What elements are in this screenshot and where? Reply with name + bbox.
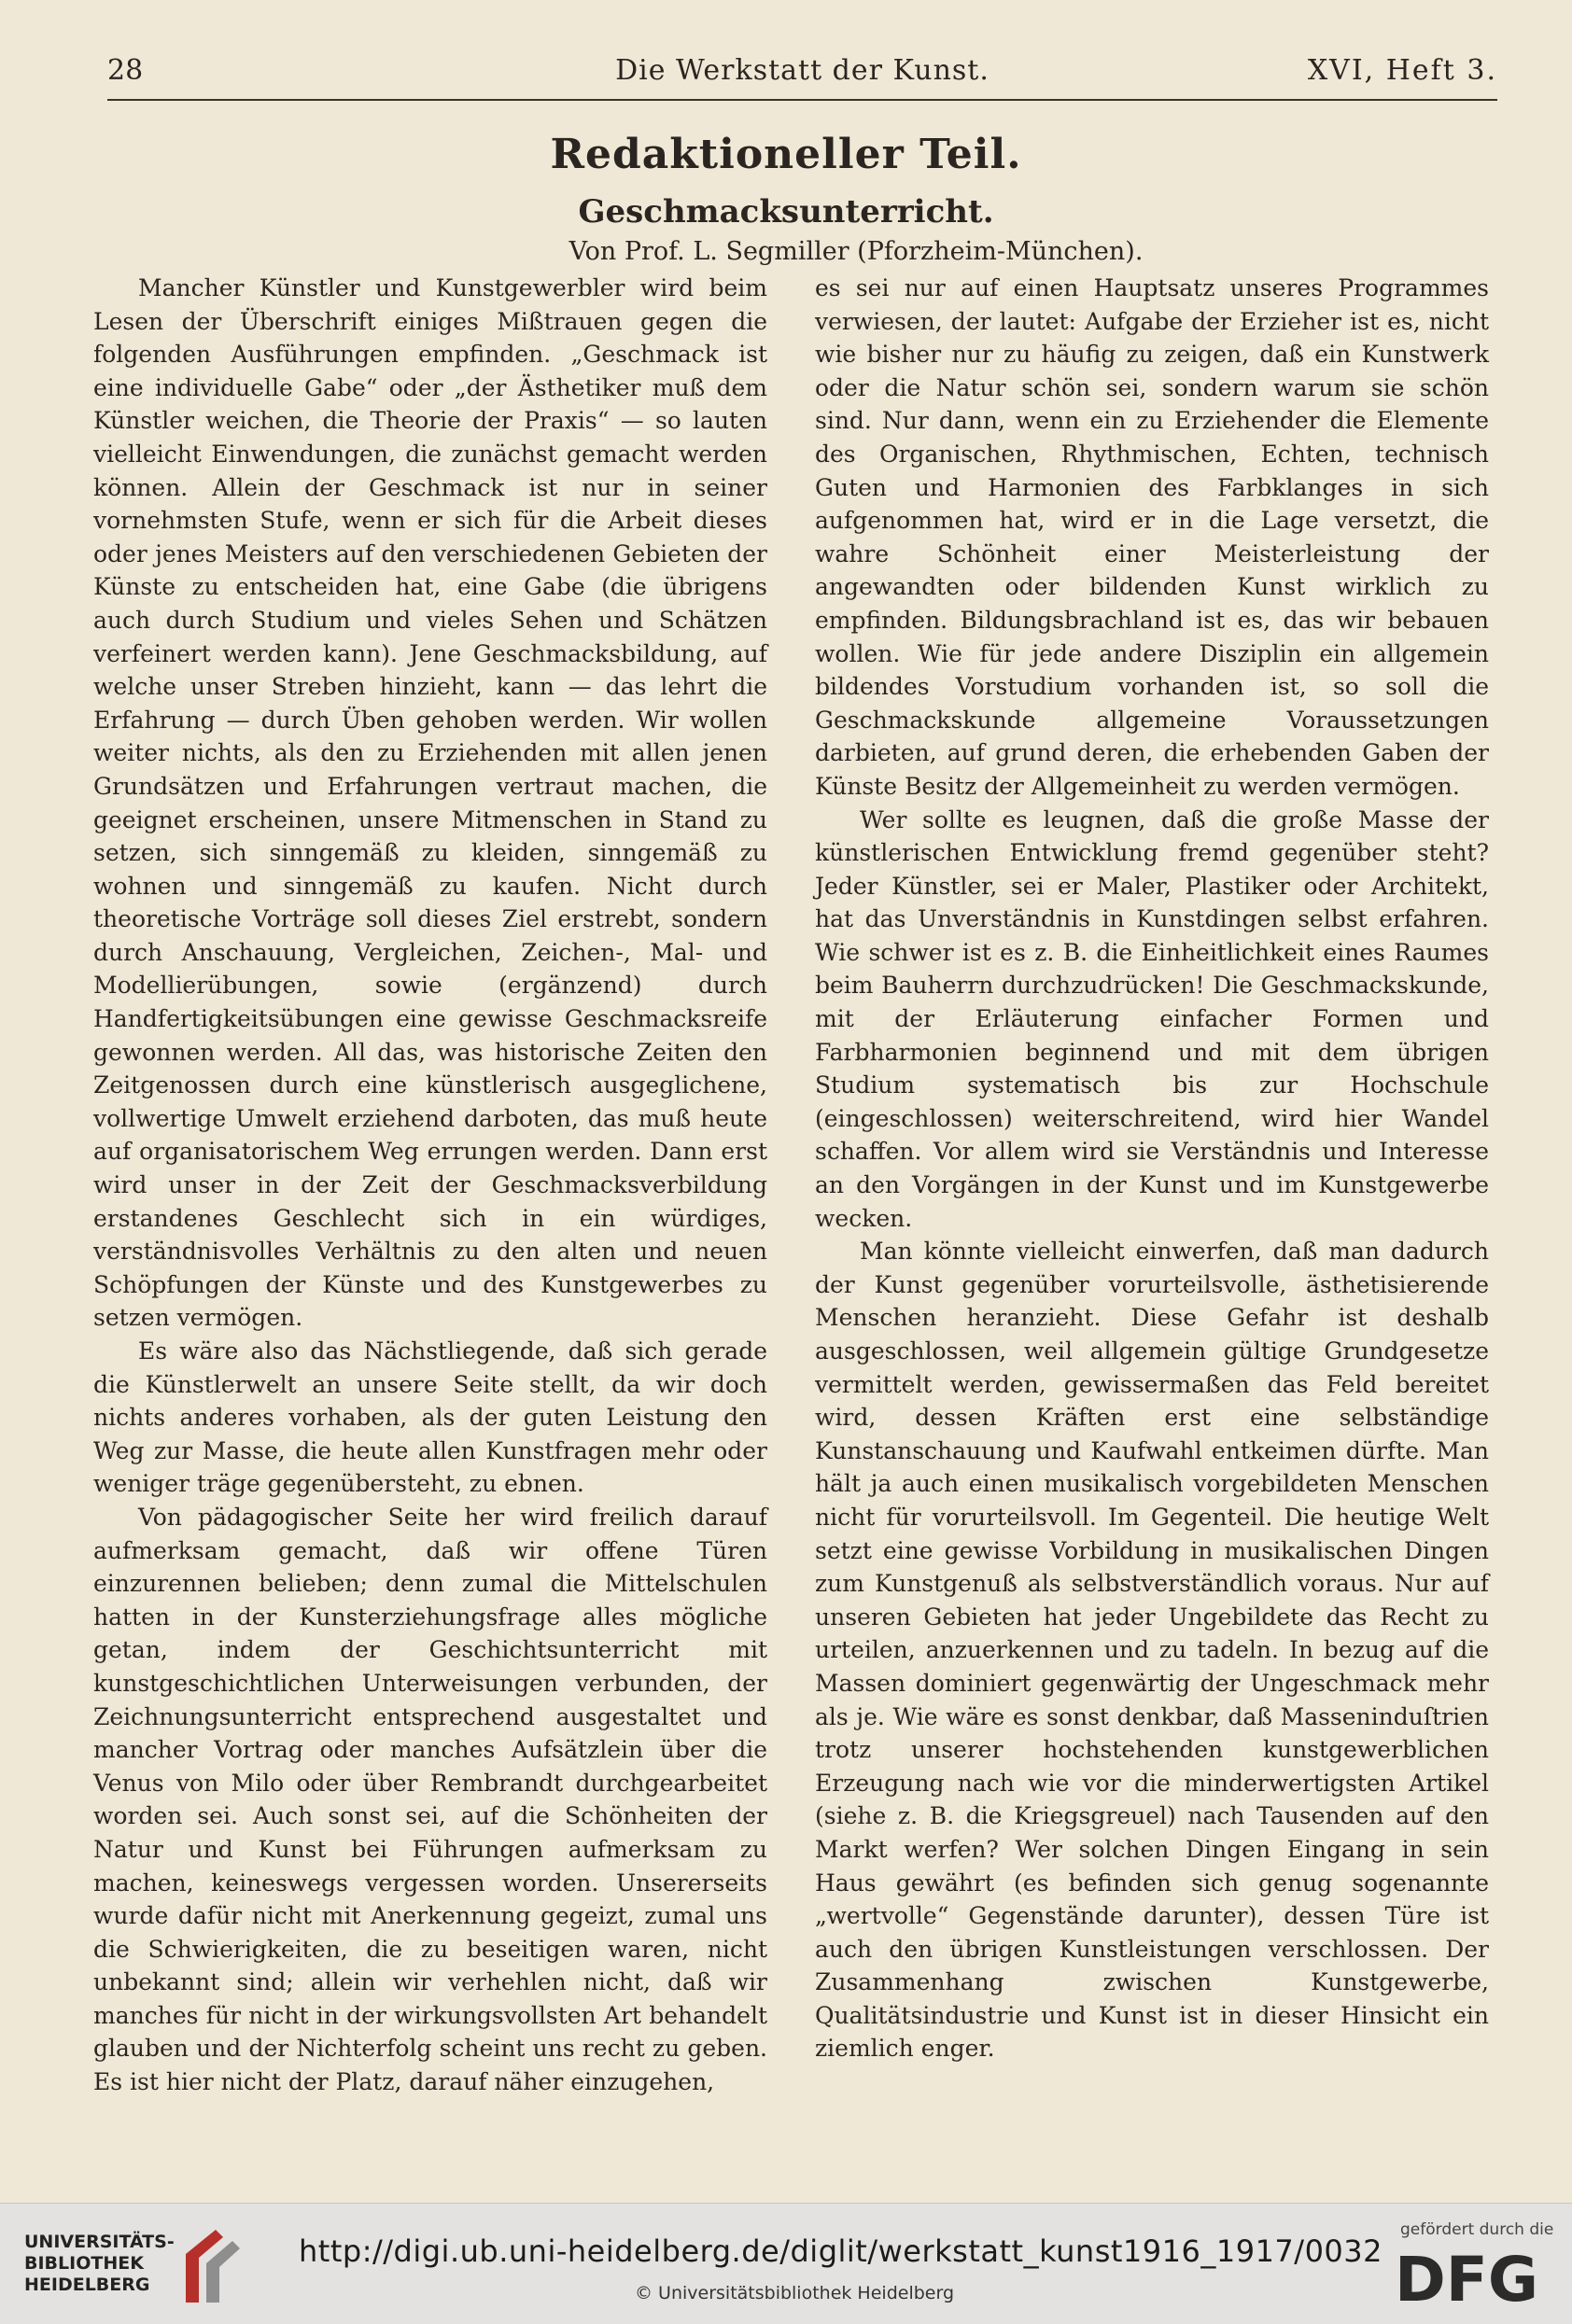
running-header (107, 54, 1497, 101)
copyright-notice: © Universitätsbibliothek Heidelberg (635, 2283, 955, 2303)
permalink-url[interactable]: http://digi.ub.uni-heidelberg.de/diglit/werkstatt_kunst1916_1917/0032 (299, 2233, 1383, 2269)
journal-title: Die Werkstatt der Kunst. (615, 54, 990, 87)
byline: Von Prof. L. Segmiller (Pforzheim-München). (568, 237, 1144, 266)
paragraph: Man könnte vielleicht einwerfen, daß man dadurch der Kunst gegenüber vorurteilsvolle, ästhetisierende Menschen heranzieht. Diese Gefahr ist deshalb ausgeschlossen, weil allgemein gültige Grundgesetze vermittelt werden, gewissermaßen das Feld bereitet wird, dessen Kräften erst eine selbständige Kunstanschauung und Kaufwahl entkeimen dürfte. Man hält ja auch einen musikalisch vorgebildeten Menschen nicht für vorurteilsvoll. Im Gegenteil. Die heutige Welt setzt eine gewisse Vorbildung in musikalischen Dingen zum Kunstgenuß als selbstverständlich voraus. Nur auf unseren Gebieten hat jeder Ungebildete das Recht zu urteilen, anzuerkennen und zu tadeln. In bezug auf die Massen dominiert gegenwärtig der Ungeschmack mehr als je. Wie wäre es sonst denkbar, daß Masseninduſtrien trotz unserer hochstehenden kunstgewerblichen Erzeugung nach wie vor die minderwertigsten Artikel (siehe z. B. die Kriegsgreuel) nach Tausenden auf den Markt werfen? Wer solchen Dingen Eingang in sein Haus gewährt (es befinden sich genug sogenannte „wertvolle“ Gegenstände darunter), dessen Türe ist auch den übrigen Kunstleistungen verschlossen. Der Zusammenhang zwischen Kunstgewerbe, Qualitätsindustrie und Kunst ist in dieser Hinsicht ein ziemlich enger. (815, 1238, 1489, 2063)
header-rule (107, 99, 1497, 101)
dfg-logo (1391, 2243, 1550, 2308)
dfg-logo-text: DFG (1395, 2244, 1539, 2308)
viewer-footer (0, 2203, 1572, 2324)
paragraph: Von pädagogischer Seite her wird freilich darauf aufmerksam gemacht, daß wir offene Türen einzurennen belieben; denn zumal die Mittelschulen hatten in der Kunsterziehungsfrage alles mögliche getan, indem der Geschichtsunterricht mit kunstgeschichtlichen Unterweisungen verbunden, der Zeichnungsunterricht entsprechend ausgestaltet und mancher Vortrag oder manches Aufsätzlein über die Venus von Milo oder über Rembrandt durchgearbeitet worden sei. Auch sonst sei, auf die Schönheiten der Natur und Kunst bei Führungen aufmerksam zu machen, keineswegs vergessen worden. Unsererseits wurde dafür nicht mit Anerkennung gegeizt, zumal uns die Schwierigkeiten, die zu beseitigen waren, nicht unbekannt sind; allein wir verhehlen nicht, daß wir manches für nicht in der wirkungsvollsten Art behandelt glauben und der Nichterfolg scheint uns recht zu geben. Es ist hier nicht der Platz, darauf näher einzugehen, (93, 1503, 767, 2096)
paragraph: Wer sollte es leugnen, daß die große Masse der künstlerischen Entwicklung fremd gegenüber steht? Jeder Künstler, sei er Maler, Plastiker oder Architekt, hat das Unverständnis in Kunstdingen selbst erfahren. Wie schwer ist es z. B. die Einheitlichkeit eines Raumes beim Bauherrn durchzudrücken! Die Geschmackskunde, mit der Erläuterung einfacher Formen und Farbharmonien beginnend und mit dem übrigen Studium systematisch bis zur Hochschule (eingeschlossen) weiterschreitend, wird hier Wandel schaffen. Vor allem wird sie Verständnis und Interesse an den Vorgängen in der Kunst und im Kunstgewerbe wecken. (815, 805, 1489, 1232)
paragraph: es sei nur auf einen Hauptsatz unseres Programmes verwiesen, der lautet: Aufgabe der Erzieher ist es, nicht wie bisher nur zu häufig zu zeigen, daß ein Kunstwerk oder die Natur schön sei, sondern warum sie schön sind. Nur dann, wenn ein zu Erziehender die Elemente des Organischen, Rhythmischen, Echten, technisch Guten und Harmonien des Farbklanges in sich aufgenommen hat, wird er in die Lage versetzt, die wahre Schönheit einer Meisterleistung der angewandten oder bildenden Kunst wirklich zu empfinden. Bildungsbrachland ist es, das wir bebauen wollen. Wie für jede andere Disziplin ein allgemein bildendes Vorstudium vorhanden ist, so soll die Geschmackskunde allgemeine Voraussetzungen darbieten, auf grund deren, die erhebenden Gaben der Künste Besitz der Allgemeinheit zu werden vermögen. (815, 274, 1489, 800)
issue-label: XVI, Heft 3. (1307, 54, 1497, 87)
paragraph: Es wäre also das Nächstliegende, daß sich gerade die Künstlerwelt an unsere Seite stellt, da wir doch nichts anderes vorhaben, als der guten Leistung den Weg zur Masse, die heute allen Kunstfragen mehr oder weniger träge gegenübersteht, zu ebnen. (93, 1337, 767, 1498)
right-column (815, 272, 1489, 2065)
library-emblem-icon (178, 2226, 248, 2306)
page-number: 28 (107, 54, 144, 87)
funding-note: gefördert durch die (1400, 2220, 1554, 2239)
section-title: Redaktioneller Teil. (550, 131, 1022, 178)
library-logo[interactable] (24, 2222, 281, 2311)
library-name: UNIVERSITÄTS- BIBLIOTHEK HEIDELBERG (24, 2232, 175, 2295)
paragraph: Mancher Künstler und Kunstgewerbler wird beim Lesen der Überschrift einiges Mißtrauen gegen die folgenden Ausführungen empfinden. „Geschmack ist eine individuelle Gabe“ oder „der Ästhetiker muß dem Künstler weichen, die Theorie der Praxis“ — so lauten vielleicht Einwendungen, die zunächst gemacht werden können. Allein der Geschmack ist nur in seiner vornehmsten Stufe, wenn er sich für die Arbeit dieses oder jenes Meisters auf den verschiedenen Gebieten der Künste zu entscheiden hat, eine Gabe (die übrigens auch durch Studium und vieles Sehen und Schätzen verfeinert werden kann). Jene Geschmacksbildung, auf welche unser Streben hinzieht, kann — das lehrt die Erfahrung — durch Üben gehoben werden. Wir wollen weiter nichts, als den zu Erziehenden mit allen jenen Grundsätzen und Erfahrungen vertraut machen, die geeignet erscheinen, unsere Mitmenschen in Stand zu setzen, sich sinngemäß zu kleiden, sinngemäß zu wohnen und sinngemäß zu kaufen. Nicht durch theoretische Vorträge soll dieses Ziel erstrebt, sondern durch Anschauung, Vergleichen, Zeichen-, Mal- und Modellierübungen, sowie (ergänzend) durch Handfertigkeitsübungen eine gewisse Geschmacksreife gewonnen werden. All das, was historische Zeiten den Zeitgenossen durch eine künstlerisch ausgeglichene, vollwertige Umwelt erziehend darboten, das muß heute auf organisatorischem Weg errungen werden. Dann erst wird unser in der Zeit der Geschmacksverbildung erstandenes Geschlecht sich in ein würdiges, verständnisvolles Verhältnis zu den alten und neuen Schöpfungen der Künste und des Kunstgewerbes zu setzen vermögen. (93, 274, 767, 1332)
left-column (93, 272, 767, 2099)
article-title: Geschmacksunterricht. (578, 193, 994, 231)
